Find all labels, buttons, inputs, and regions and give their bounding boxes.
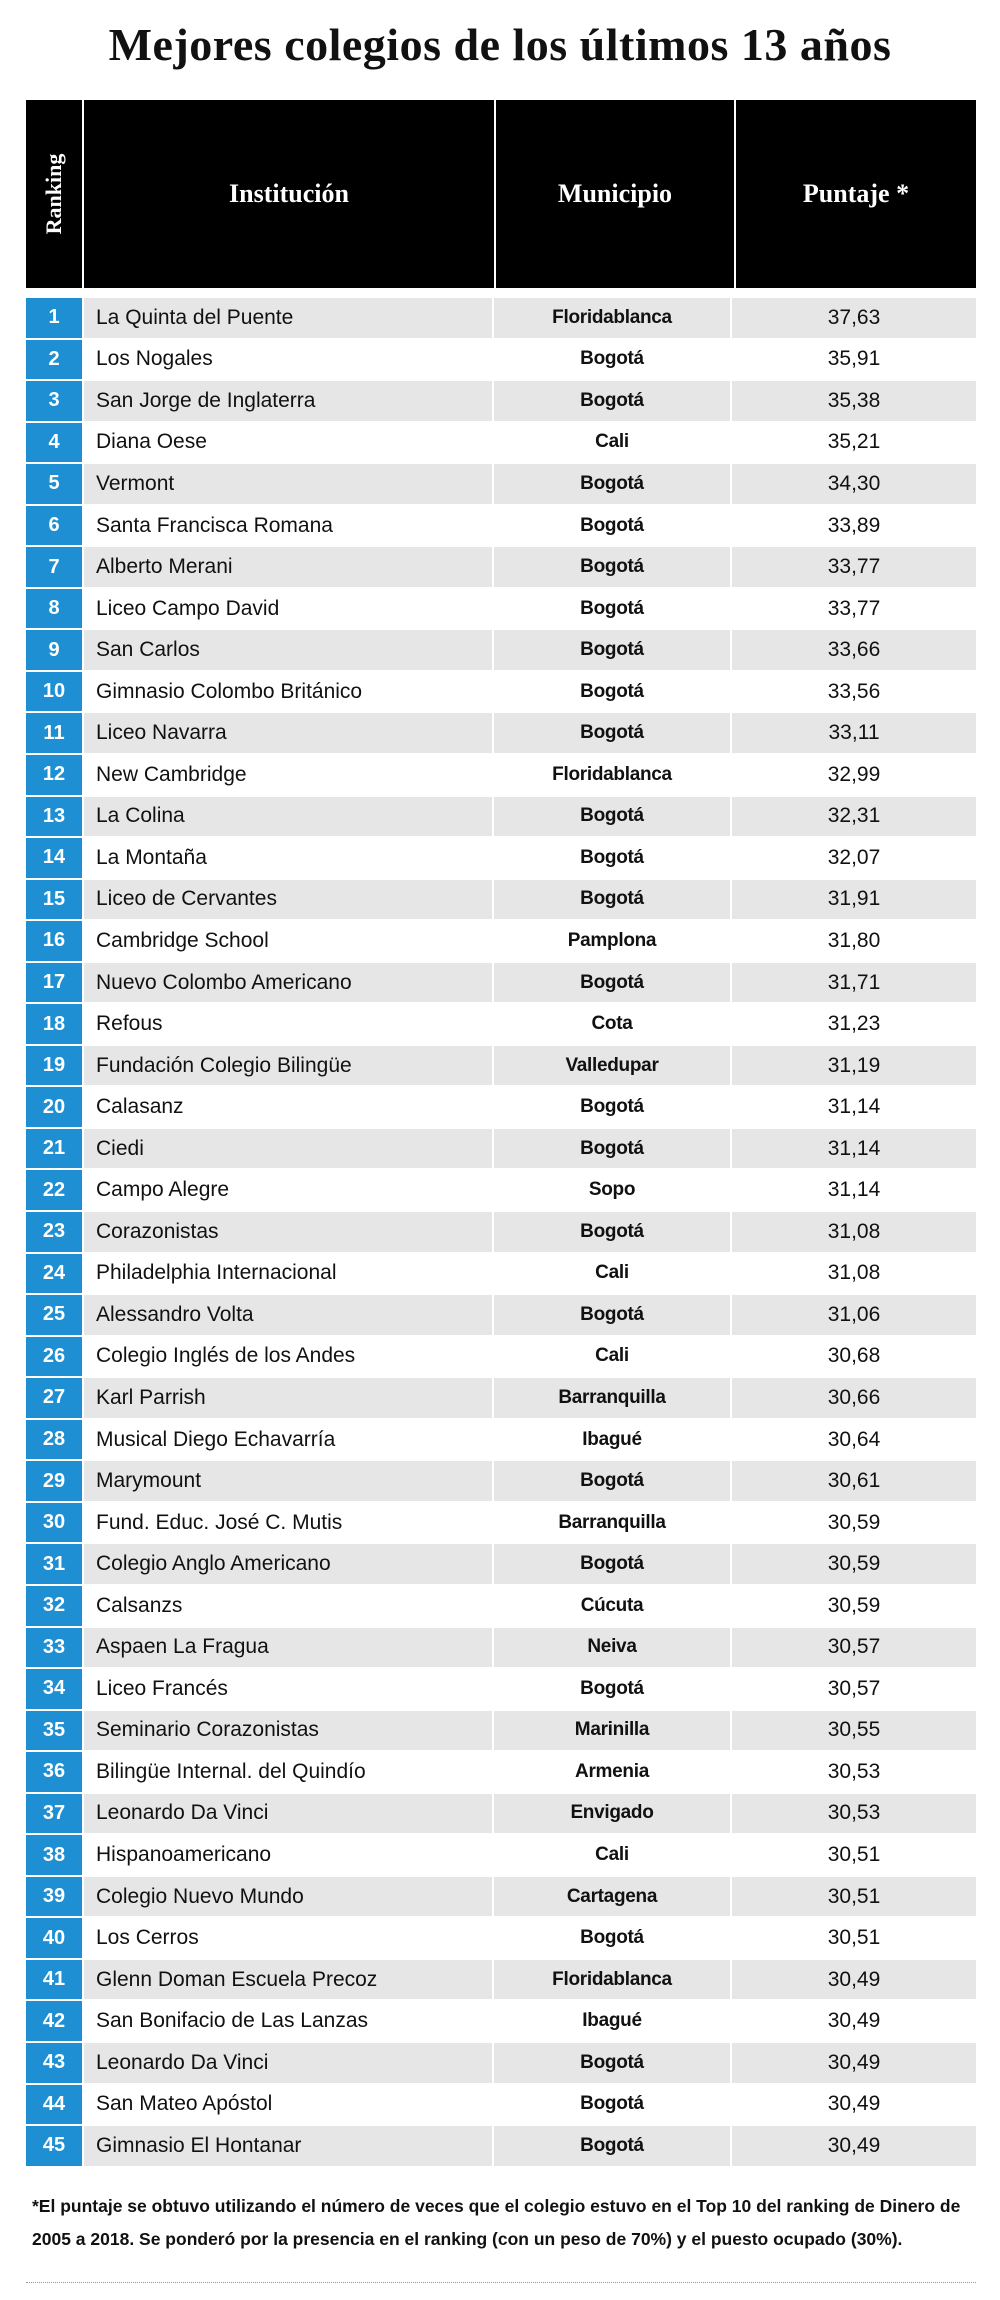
rank-cell: 8 (26, 589, 82, 631)
table-row (26, 506, 976, 548)
table-row (26, 2126, 976, 2168)
institucion-cell: La Quinta del Puente (82, 298, 492, 338)
puntaje-cell: 31,14 (730, 1087, 976, 1127)
municipio-cell: Bogotá (492, 340, 730, 380)
institucion-cell: Liceo Navarra (82, 713, 492, 753)
institucion-cell: Nuevo Colombo Americano (82, 963, 492, 1003)
puntaje-cell: 30,68 (730, 1337, 976, 1377)
puntaje-cell: 32,31 (730, 797, 976, 837)
table-row (26, 2001, 976, 2043)
rank-cell: 12 (26, 755, 82, 797)
rank-cell: 25 (26, 1295, 82, 1337)
puntaje-cell: 31,23 (730, 1004, 976, 1044)
institucion-cell: San Jorge de Inglaterra (82, 381, 492, 421)
municipio-cell: Bogotá (492, 713, 730, 753)
table-row (26, 1877, 976, 1919)
table-header (26, 100, 976, 288)
municipio-cell: Bogotá (492, 1669, 730, 1709)
puntaje-cell: 30,51 (730, 1918, 976, 1958)
rank-cell: 29 (26, 1461, 82, 1503)
puntaje-cell: 37,63 (730, 298, 976, 338)
municipio-cell: Bogotá (492, 1295, 730, 1335)
table-row (26, 1129, 976, 1171)
table-row (26, 1711, 976, 1753)
institucion-cell: Refous (82, 1004, 492, 1044)
institucion-cell: Marymount (82, 1461, 492, 1501)
puntaje-cell: 30,49 (730, 1960, 976, 2000)
rank-cell: 11 (26, 713, 82, 755)
rank-cell: 1 (26, 298, 82, 340)
institucion-cell: San Carlos (82, 630, 492, 670)
rank-cell: 26 (26, 1337, 82, 1379)
puntaje-cell: 30,61 (730, 1461, 976, 1501)
table-row (26, 1170, 976, 1212)
institucion-cell: Philadelphia Internacional (82, 1254, 492, 1294)
page-title: Mejores colegios de los últimos 13 años (108, 19, 892, 70)
puntaje-cell: 35,38 (730, 381, 976, 421)
puntaje-cell: 30,57 (730, 1669, 976, 1709)
table-row (26, 2043, 976, 2085)
rank-cell: 22 (26, 1170, 82, 1212)
rank-cell: 27 (26, 1378, 82, 1420)
rank-cell: 42 (26, 2001, 82, 2043)
municipio-cell: Barranquilla (492, 1378, 730, 1418)
table-row (26, 1461, 976, 1503)
puntaje-cell: 30,59 (730, 1586, 976, 1626)
table-row (26, 1420, 976, 1462)
rank-cell: 10 (26, 672, 82, 714)
puntaje-cell: 30,49 (730, 2085, 976, 2125)
rank-cell: 2 (26, 340, 82, 382)
header-ranking (26, 100, 82, 288)
institucion-cell: Gimnasio Colombo Británico (82, 672, 492, 712)
municipio-cell: Cartagena (492, 1877, 730, 1917)
municipio-cell: Barranquilla (492, 1503, 730, 1543)
header-institucion: Institución (82, 100, 494, 288)
rank-cell: 41 (26, 1960, 82, 2002)
institucion-cell: Alberto Merani (82, 547, 492, 587)
puntaje-cell: 34,30 (730, 464, 976, 504)
institucion-cell: Leonardo Da Vinci (82, 1794, 492, 1834)
puntaje-cell: 33,56 (730, 672, 976, 712)
municipio-cell: Envigado (492, 1794, 730, 1834)
municipio-cell: Bogotá (492, 1129, 730, 1169)
table-row (26, 1960, 976, 2002)
municipio-cell: Bogotá (492, 1461, 730, 1501)
puntaje-cell: 30,57 (730, 1628, 976, 1668)
table-row (26, 880, 976, 922)
table-row (26, 1046, 976, 1088)
rank-cell: 43 (26, 2043, 82, 2085)
puntaje-cell: 30,49 (730, 2001, 976, 2041)
puntaje-cell: 33,89 (730, 506, 976, 546)
rank-cell: 15 (26, 880, 82, 922)
rank-cell: 31 (26, 1544, 82, 1586)
table-row (26, 1544, 976, 1586)
municipio-cell: Cali (492, 423, 730, 463)
rank-cell: 6 (26, 506, 82, 548)
puntaje-cell: 30,53 (730, 1752, 976, 1792)
table-row (26, 963, 976, 1005)
puntaje-cell: 30,66 (730, 1378, 976, 1418)
rank-cell: 14 (26, 838, 82, 880)
municipio-cell: Bogotá (492, 506, 730, 546)
institucion-cell: Liceo Campo David (82, 589, 492, 629)
municipio-cell: Bogotá (492, 630, 730, 670)
table-row (26, 1212, 976, 1254)
puntaje-cell: 30,51 (730, 1835, 976, 1875)
institucion-cell: Leonardo Da Vinci (82, 2043, 492, 2083)
puntaje-cell: 33,77 (730, 589, 976, 629)
table-row (26, 755, 976, 797)
table-row (26, 589, 976, 631)
ranking-table (26, 100, 976, 2168)
table-row (26, 2085, 976, 2127)
institucion-cell: Glenn Doman Escuela Precoz (82, 1960, 492, 2000)
table-row (26, 464, 976, 506)
puntaje-cell: 31,06 (730, 1295, 976, 1335)
institucion-cell: La Montaña (82, 838, 492, 878)
puntaje-cell: 31,19 (730, 1046, 976, 1086)
puntaje-cell: 30,49 (730, 2043, 976, 2083)
puntaje-cell: 31,91 (730, 880, 976, 920)
municipio-cell: Bogotá (492, 797, 730, 837)
puntaje-cell: 31,80 (730, 921, 976, 961)
rank-cell: 17 (26, 963, 82, 1005)
institucion-cell: Colegio Inglés de los Andes (82, 1337, 492, 1377)
municipio-cell: Cúcuta (492, 1586, 730, 1626)
institucion-cell: Diana Oese (82, 423, 492, 463)
institucion-cell: Calsanzs (82, 1586, 492, 1626)
institucion-cell: Fund. Educ. José C. Mutis (82, 1503, 492, 1543)
municipio-cell: Bogotá (492, 381, 730, 421)
puntaje-cell: 32,99 (730, 755, 976, 795)
bottom-divider (26, 2282, 976, 2283)
municipio-cell: Bogotá (492, 2126, 730, 2166)
puntaje-cell: 31,14 (730, 1170, 976, 1210)
municipio-cell: Bogotá (492, 2043, 730, 2083)
institucion-cell: Los Nogales (82, 340, 492, 380)
puntaje-cell: 31,08 (730, 1212, 976, 1252)
puntaje-cell: 30,53 (730, 1794, 976, 1834)
puntaje-cell: 31,08 (730, 1254, 976, 1294)
rank-cell: 45 (26, 2126, 82, 2168)
header-municipio: Municipio (494, 100, 734, 288)
municipio-cell: Pamplona (492, 921, 730, 961)
rank-cell: 13 (26, 797, 82, 839)
municipio-cell: Bogotá (492, 880, 730, 920)
rank-cell: 19 (26, 1046, 82, 1088)
table-row (26, 672, 976, 714)
table-row (26, 1295, 976, 1337)
municipio-cell: Bogotá (492, 2085, 730, 2125)
institucion-cell: Campo Alegre (82, 1170, 492, 1210)
table-row (26, 630, 976, 672)
municipio-cell: Bogotá (492, 963, 730, 1003)
institucion-cell: Bilingüe Internal. del Quindío (82, 1752, 492, 1792)
municipio-cell: Marinilla (492, 1711, 730, 1751)
municipio-cell: Cali (492, 1337, 730, 1377)
table-row (26, 797, 976, 839)
institucion-cell: Hispanoamericano (82, 1835, 492, 1875)
puntaje-cell: 32,07 (730, 838, 976, 878)
municipio-cell: Ibagué (492, 1420, 730, 1460)
institucion-cell: Los Cerros (82, 1918, 492, 1958)
municipio-cell: Armenia (492, 1752, 730, 1792)
table-row (26, 1752, 976, 1794)
municipio-cell: Bogotá (492, 1087, 730, 1127)
municipio-cell: Floridablanca (492, 1960, 730, 2000)
puntaje-cell: 35,91 (730, 340, 976, 380)
table-row (26, 1087, 976, 1129)
municipio-cell: Ibagué (492, 2001, 730, 2041)
table-row (26, 1918, 976, 1960)
puntaje-cell: 31,14 (730, 1129, 976, 1169)
rank-cell: 30 (26, 1503, 82, 1545)
municipio-cell: Bogotá (492, 1544, 730, 1584)
rank-cell: 4 (26, 423, 82, 465)
municipio-cell: Bogotá (492, 464, 730, 504)
table-row (26, 547, 976, 589)
institucion-cell: Santa Francisca Romana (82, 506, 492, 546)
puntaje-cell: 30,49 (730, 2126, 976, 2166)
rank-cell: 33 (26, 1628, 82, 1670)
rank-cell: 28 (26, 1420, 82, 1462)
rank-cell: 44 (26, 2085, 82, 2127)
rank-cell: 18 (26, 1004, 82, 1046)
institucion-cell: Karl Parrish (82, 1378, 492, 1418)
municipio-cell: Bogotá (492, 838, 730, 878)
table-row (26, 340, 976, 382)
table-row (26, 1628, 976, 1670)
institucion-cell: Ciedi (82, 1129, 492, 1169)
institucion-cell: Colegio Nuevo Mundo (82, 1877, 492, 1917)
institucion-cell: Seminario Corazonistas (82, 1711, 492, 1751)
municipio-cell: Floridablanca (492, 755, 730, 795)
institucion-cell: San Mateo Apóstol (82, 2085, 492, 2125)
puntaje-cell: 30,51 (730, 1877, 976, 1917)
rank-cell: 21 (26, 1129, 82, 1171)
puntaje-cell: 33,66 (730, 630, 976, 670)
rank-cell: 37 (26, 1794, 82, 1836)
institucion-cell: Colegio Anglo Americano (82, 1544, 492, 1584)
table-row (26, 381, 976, 423)
rank-cell: 35 (26, 1711, 82, 1753)
table-row (26, 1669, 976, 1711)
municipio-cell: Bogotá (492, 589, 730, 629)
puntaje-cell: 33,77 (730, 547, 976, 587)
municipio-cell: Bogotá (492, 547, 730, 587)
institucion-cell: Liceo Francés (82, 1669, 492, 1709)
institucion-cell: Liceo de Cervantes (82, 880, 492, 920)
table-row (26, 1586, 976, 1628)
institucion-cell: Musical Diego Echavarría (82, 1420, 492, 1460)
institucion-cell: La Colina (82, 797, 492, 837)
rank-cell: 36 (26, 1752, 82, 1794)
table-row (26, 713, 976, 755)
puntaje-cell: 30,59 (730, 1544, 976, 1584)
municipio-cell: Valledupar (492, 1046, 730, 1086)
institucion-cell: Corazonistas (82, 1212, 492, 1252)
table-row (26, 1254, 976, 1296)
municipio-cell: Floridablanca (492, 298, 730, 338)
municipio-cell: Cota (492, 1004, 730, 1044)
institucion-cell: Aspaen La Fragua (82, 1628, 492, 1668)
rank-cell: 16 (26, 921, 82, 963)
municipio-cell: Cali (492, 1835, 730, 1875)
institucion-cell: Gimnasio El Hontanar (82, 2126, 492, 2166)
puntaje-cell: 33,11 (730, 713, 976, 753)
rank-cell: 5 (26, 464, 82, 506)
table-row (26, 298, 976, 340)
table-row (26, 1794, 976, 1836)
rank-cell: 32 (26, 1586, 82, 1628)
rank-cell: 39 (26, 1877, 82, 1919)
puntaje-cell: 30,59 (730, 1503, 976, 1543)
rank-cell: 9 (26, 630, 82, 672)
institucion-cell: New Cambridge (82, 755, 492, 795)
municipio-cell: Bogotá (492, 672, 730, 712)
rank-cell: 34 (26, 1669, 82, 1711)
institucion-cell: San Bonifacio de Las Lanzas (82, 2001, 492, 2041)
municipio-cell: Bogotá (492, 1212, 730, 1252)
table-row (26, 1503, 976, 1545)
table-body (26, 298, 976, 2168)
rank-cell: 3 (26, 381, 82, 423)
table-row (26, 1004, 976, 1046)
rank-cell: 40 (26, 1918, 82, 1960)
table-row (26, 921, 976, 963)
rank-cell: 20 (26, 1087, 82, 1129)
puntaje-cell: 31,71 (730, 963, 976, 1003)
table-row (26, 1337, 976, 1379)
table-row (26, 1378, 976, 1420)
institucion-cell: Cambridge School (82, 921, 492, 961)
puntaje-cell: 35,21 (730, 423, 976, 463)
institucion-cell: Calasanz (82, 1087, 492, 1127)
table-row (26, 838, 976, 880)
municipio-cell: Cali (492, 1254, 730, 1294)
header-puntaje: Puntaje * (734, 100, 976, 288)
municipio-cell: Bogotá (492, 1918, 730, 1958)
rank-cell: 23 (26, 1212, 82, 1254)
rank-cell: 7 (26, 547, 82, 589)
municipio-cell: Neiva (492, 1628, 730, 1668)
institucion-cell: Vermont (82, 464, 492, 504)
puntaje-cell: 30,64 (730, 1420, 976, 1460)
municipio-cell: Sopo (492, 1170, 730, 1210)
footnote: *El puntaje se obtuvo utilizando el número de veces que el colegio estuvo en el Top 10 del ranking de Dinero de 2005 a 2018. Se ponderó por la presencia en el ranking (con un peso de 70%) y el puesto ocupado (30%). (32, 2196, 961, 2249)
institucion-cell: Fundación Colegio Bilingüe (82, 1046, 492, 1086)
header-ranking-label: Ranking (41, 153, 66, 235)
rank-cell: 24 (26, 1254, 82, 1296)
institucion-cell: Alessandro Volta (82, 1295, 492, 1335)
table-row (26, 1835, 976, 1877)
puntaje-cell: 30,55 (730, 1711, 976, 1751)
rank-cell: 38 (26, 1835, 82, 1877)
table-row (26, 423, 976, 465)
